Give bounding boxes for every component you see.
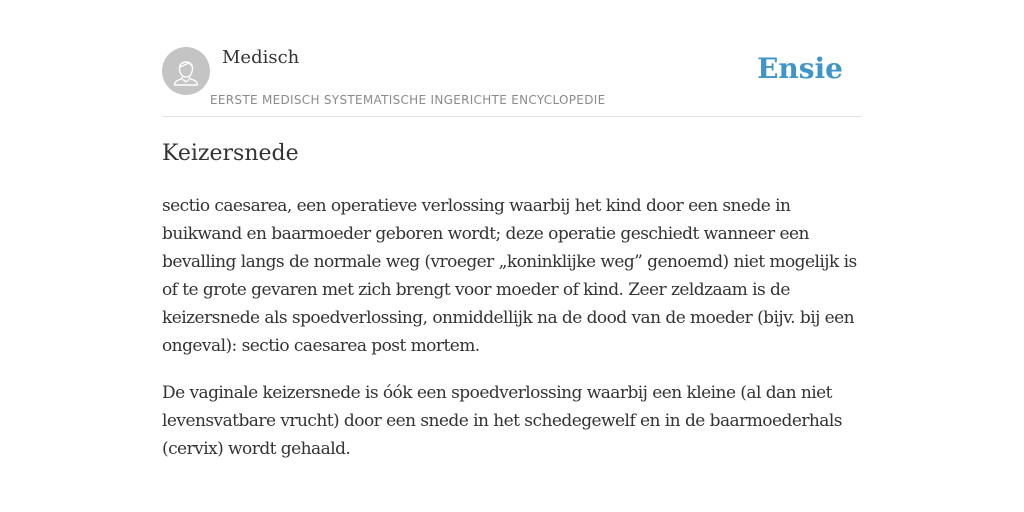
article-paragraph: De vaginale keizersnede is óók een spoedverlossing waarbij een kleine (al dan niet levensvatbare vrucht) door een snede in het schedegewelf en in de baarmoederhals (cervix) wordt gehaald.: [162, 383, 842, 459]
article-paragraph: sectio caesarea, een operatieve verlossing waarbij het kind door een snede in buikwand en baarmoeder geboren wordt; deze operatie geschiedt wanneer een bevalling langs de normale weg (vroeger „koninklijke weg” genoemd) niet mogelijk is of te grote gevaren met zich brengt voor moeder of kind. Zeer zeldzaam is de keizersnede als spoedverlossing, onmiddellijk na de dood van de moeder (bijv. bij een ongeval): sectio caesarea post mortem.: [162, 196, 857, 356]
article-body: [162, 192, 862, 482]
avatar: [162, 47, 210, 95]
ensie-logo-link[interactable]: Ensie: [757, 52, 843, 85]
user-icon: [162, 47, 210, 95]
source-name[interactable]: Medisch: [222, 47, 300, 68]
article-title: Keizersnede: [162, 141, 299, 166]
source-subtitle: EERSTE MEDISCH SYSTEMATISCHE INGERICHTE ENCYCLOPEDIE: [210, 93, 606, 107]
source-header: [162, 46, 862, 117]
